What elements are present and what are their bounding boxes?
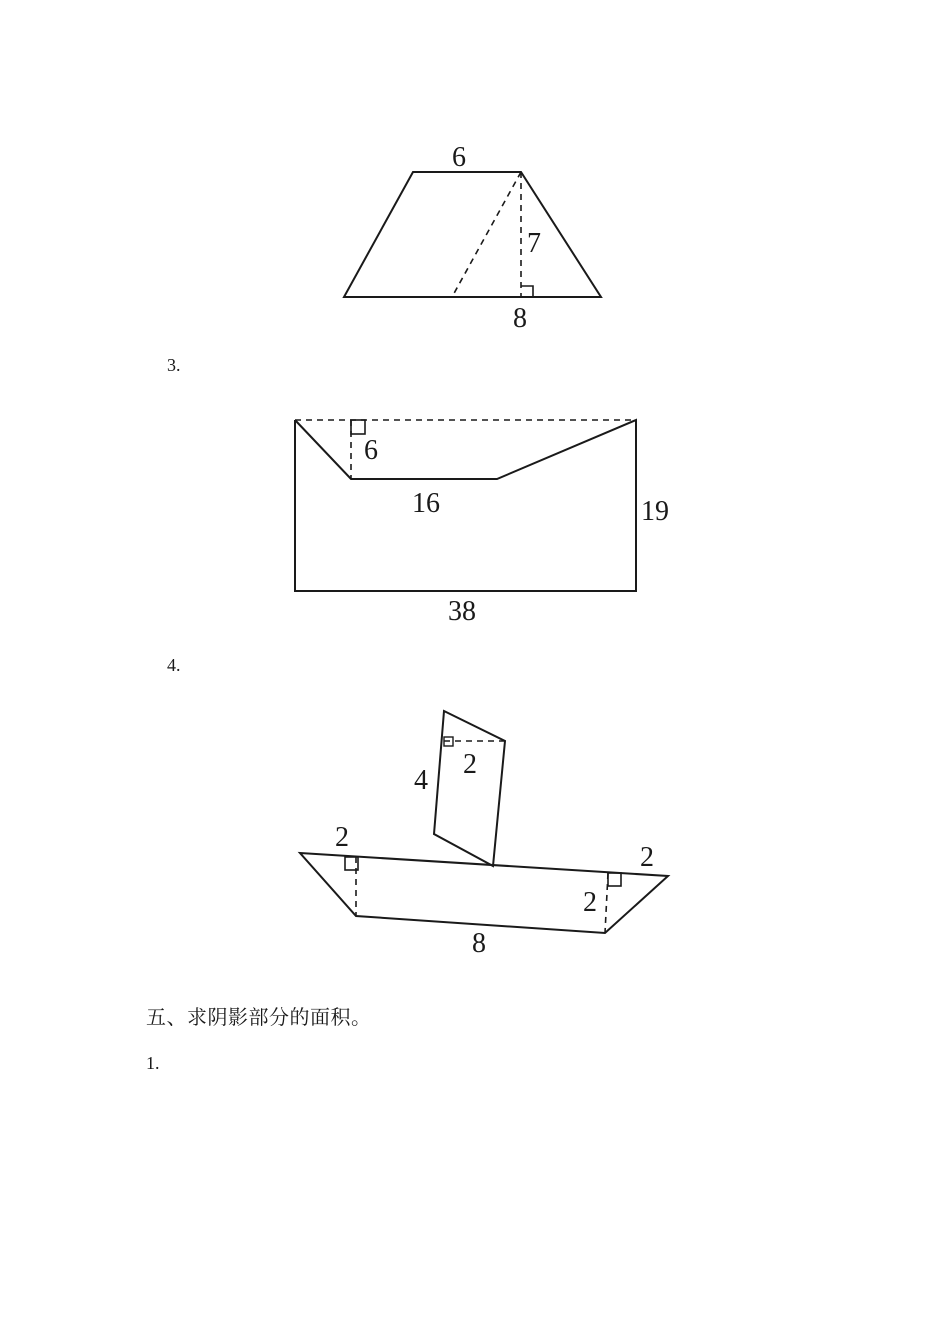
hull-bottom-label: 8 bbox=[472, 928, 486, 959]
sail-side-label: 4 bbox=[414, 765, 428, 796]
trapezoid-height-label: 7 bbox=[527, 228, 541, 259]
section-title-5: 五、求阴影部分的面积。 bbox=[146, 1007, 372, 1029]
hull-right-height-label: 2 bbox=[583, 887, 597, 918]
hull-left-height-label: 2 bbox=[335, 822, 349, 853]
question-number-3: 3. bbox=[167, 355, 181, 375]
notch-middle-label: 16 bbox=[412, 488, 440, 519]
right-angle-mark bbox=[608, 873, 621, 886]
sail-height-label: 2 bbox=[463, 749, 477, 780]
question-number-4: 4. bbox=[167, 655, 181, 675]
hull-right-top-label: 2 bbox=[640, 842, 654, 873]
question-number-5-1: 1. bbox=[146, 1053, 160, 1073]
trapezoid-bottom-label: 8 bbox=[513, 303, 527, 334]
notch-depth-label: 6 bbox=[364, 435, 378, 466]
rectangle-bottom-label: 38 bbox=[448, 596, 476, 627]
sail-outline bbox=[434, 711, 505, 866]
rectangle-right-label: 19 bbox=[641, 496, 669, 527]
trapezoid-top-label: 6 bbox=[452, 142, 466, 173]
